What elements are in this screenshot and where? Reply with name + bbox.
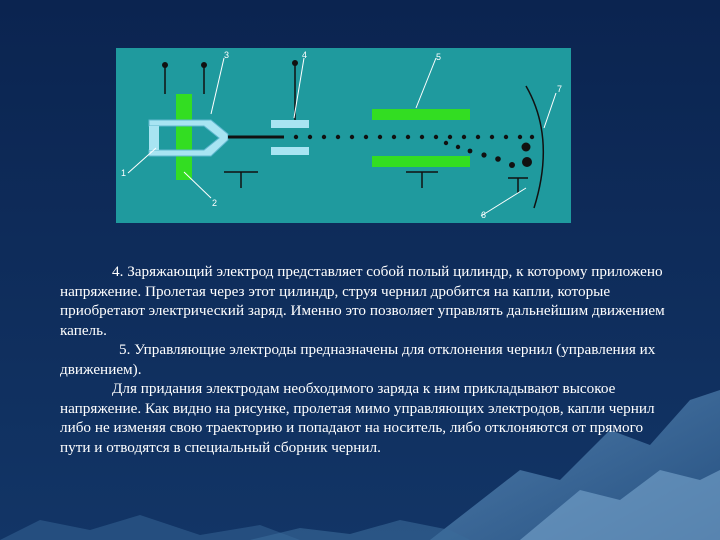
- ink-droplets-large: [522, 143, 533, 168]
- callout-3: 3: [224, 50, 230, 60]
- terminal-dot: [162, 62, 168, 68]
- inkjet-schematic: [116, 48, 571, 223]
- nozzle-back: [149, 126, 159, 150]
- callout-4: 4: [302, 50, 308, 60]
- callout-6: 6: [481, 210, 487, 220]
- deflection-electrode-top: [372, 109, 470, 120]
- paragraph-control-electrodes: 5. Управляющие электроды предназначены для отклонения чернил (управления их движением).: [60, 341, 656, 378]
- paragraph-charging-electrode: 4. Заряжающий электрод представляет собой полый цилиндр, к которому приложено напряжение. Пролетая через этот цилиндр, струя чернил дробится на капли, которые приобретают электрический заряд. Именно это позволяет управлять дальнейшим движением капель.: [60, 263, 665, 339]
- ink-droplets-straight: [294, 135, 534, 139]
- callout-7: 7: [557, 84, 563, 94]
- piezo-electrode: [176, 94, 192, 180]
- deflection-electrode-bottom: [372, 156, 470, 167]
- charging-electrode-top: [271, 120, 309, 128]
- inkjet-diagram: [116, 48, 571, 223]
- paragraph-high-voltage: Для придания электродам необходимого заряда к ним прикладывают высокое напряжение. Как видно на рисунке, пролетая мимо управляющих электродов, капли чернил либо не изменяя свою траекторию и попадают на носитель, либо отклоняются от прямого пути и отводятся в специальный сборник чернил.: [60, 380, 655, 456]
- description-text: [60, 262, 670, 457]
- terminal-dot: [292, 60, 298, 66]
- callout-5: 5: [436, 52, 442, 62]
- charging-electrode-bottom: [271, 147, 309, 155]
- terminal-dot: [201, 62, 207, 68]
- callout-1: 1: [121, 168, 127, 178]
- callout-2: 2: [212, 198, 218, 208]
